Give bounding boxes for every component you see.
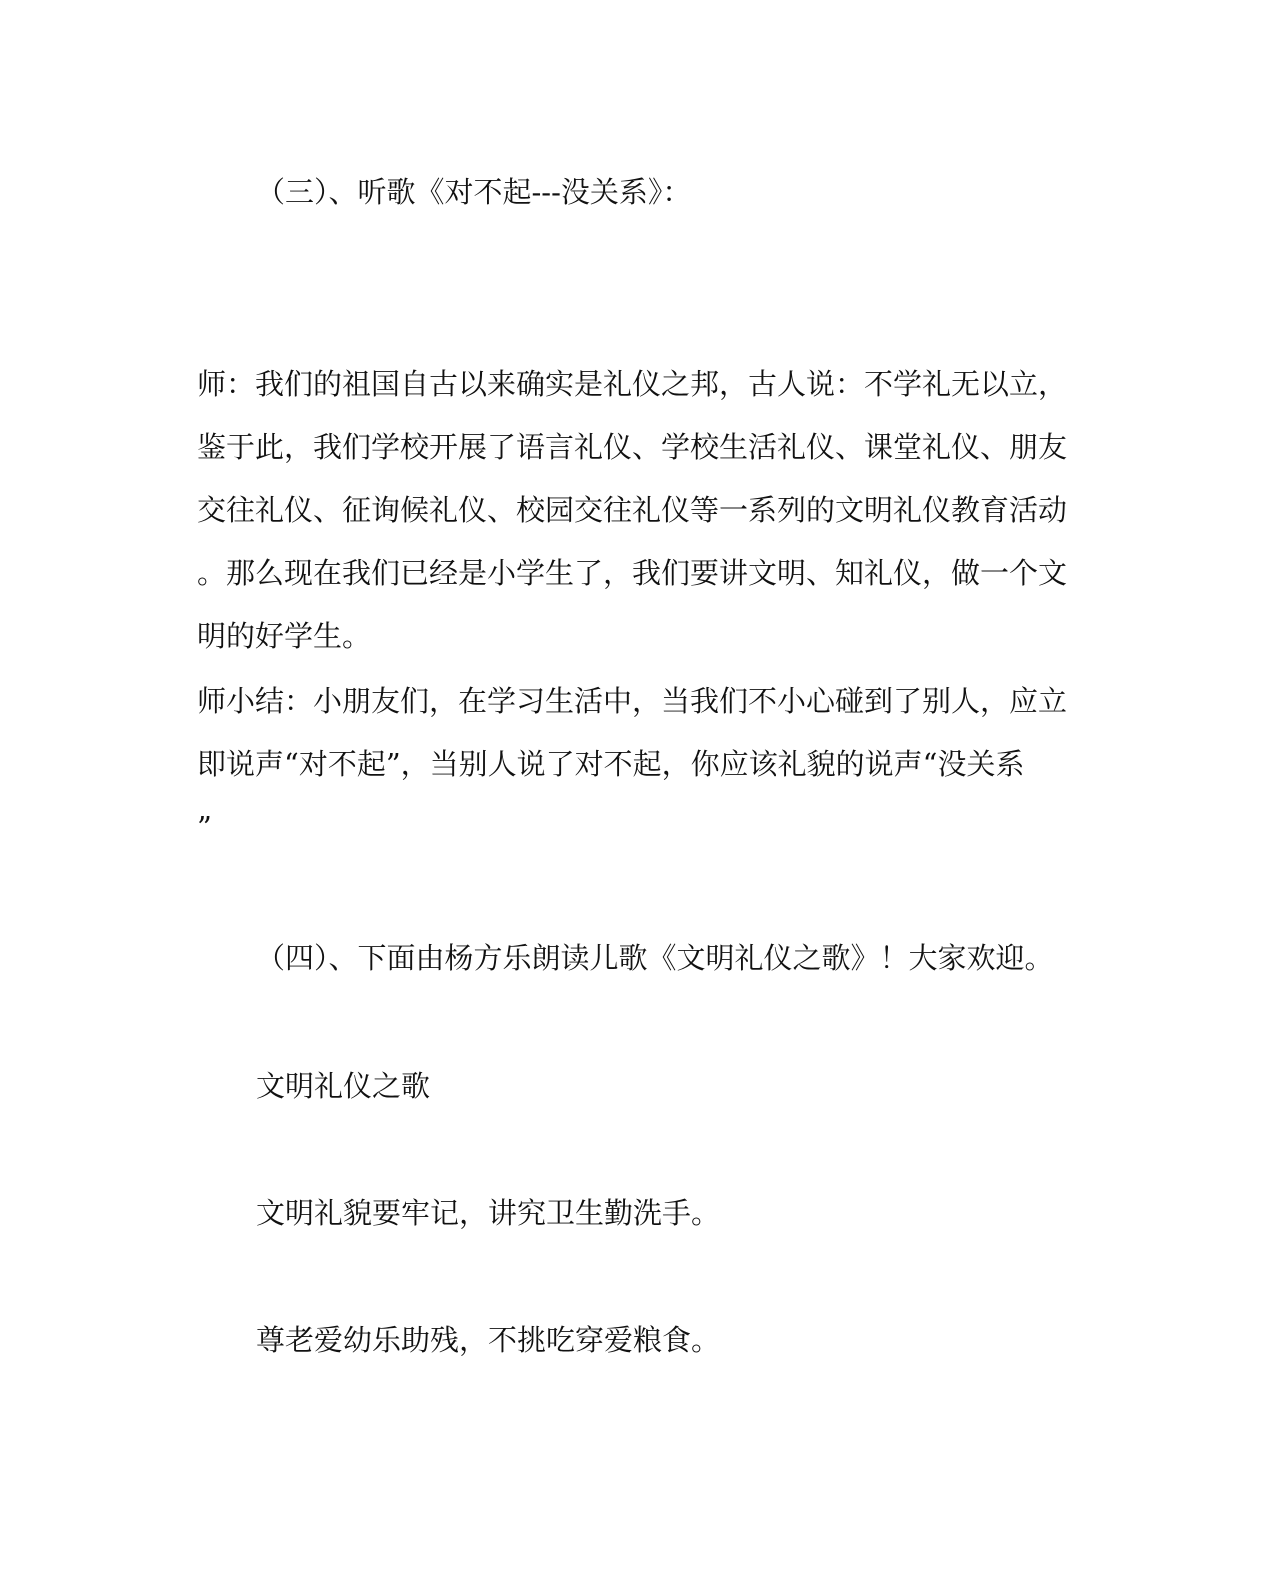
paragraph-line: ”	[197, 810, 212, 844]
paragraph-line: 明的好学生。	[197, 619, 372, 653]
poem-title: 文明礼仪之歌	[256, 1069, 431, 1103]
section-4-heading: （四）、下面由杨方乐朗读儿歌《文明礼仪之歌》！大家欢迎。	[256, 941, 1054, 975]
paragraph-line: 师：我们的祖国自古以来确实是礼仪之邦，古人说：不学礼无以立，	[197, 367, 1068, 401]
paragraph-line: 鉴于此，我们学校开展了语言礼仪、学校生活礼仪、课堂礼仪、朋友	[197, 430, 1068, 464]
paragraph-line: 即说声“对不起”，当别人说了对不起，你应该礼貌的说声“没关系	[197, 747, 1025, 781]
paragraph-line: 交往礼仪、征询候礼仪、校园交往礼仪等一系列的文明礼仪教育活动	[197, 493, 1068, 527]
paragraph-line: 。那么现在我们已经是小学生了，我们要讲文明、知礼仪，做一个文	[197, 556, 1068, 590]
poem-line: 文明礼貌要牢记，讲究卫生勤洗手。	[256, 1196, 721, 1230]
section-3-heading: （三）、听歌《对不起---没关系》：	[256, 175, 692, 209]
paragraph-line: 师小结：小朋友们，在学习生活中，当我们不小心碰到了别人，应立	[197, 684, 1068, 718]
poem-line: 尊老爱幼乐助残，不挑吃穿爱粮食。	[256, 1323, 721, 1357]
